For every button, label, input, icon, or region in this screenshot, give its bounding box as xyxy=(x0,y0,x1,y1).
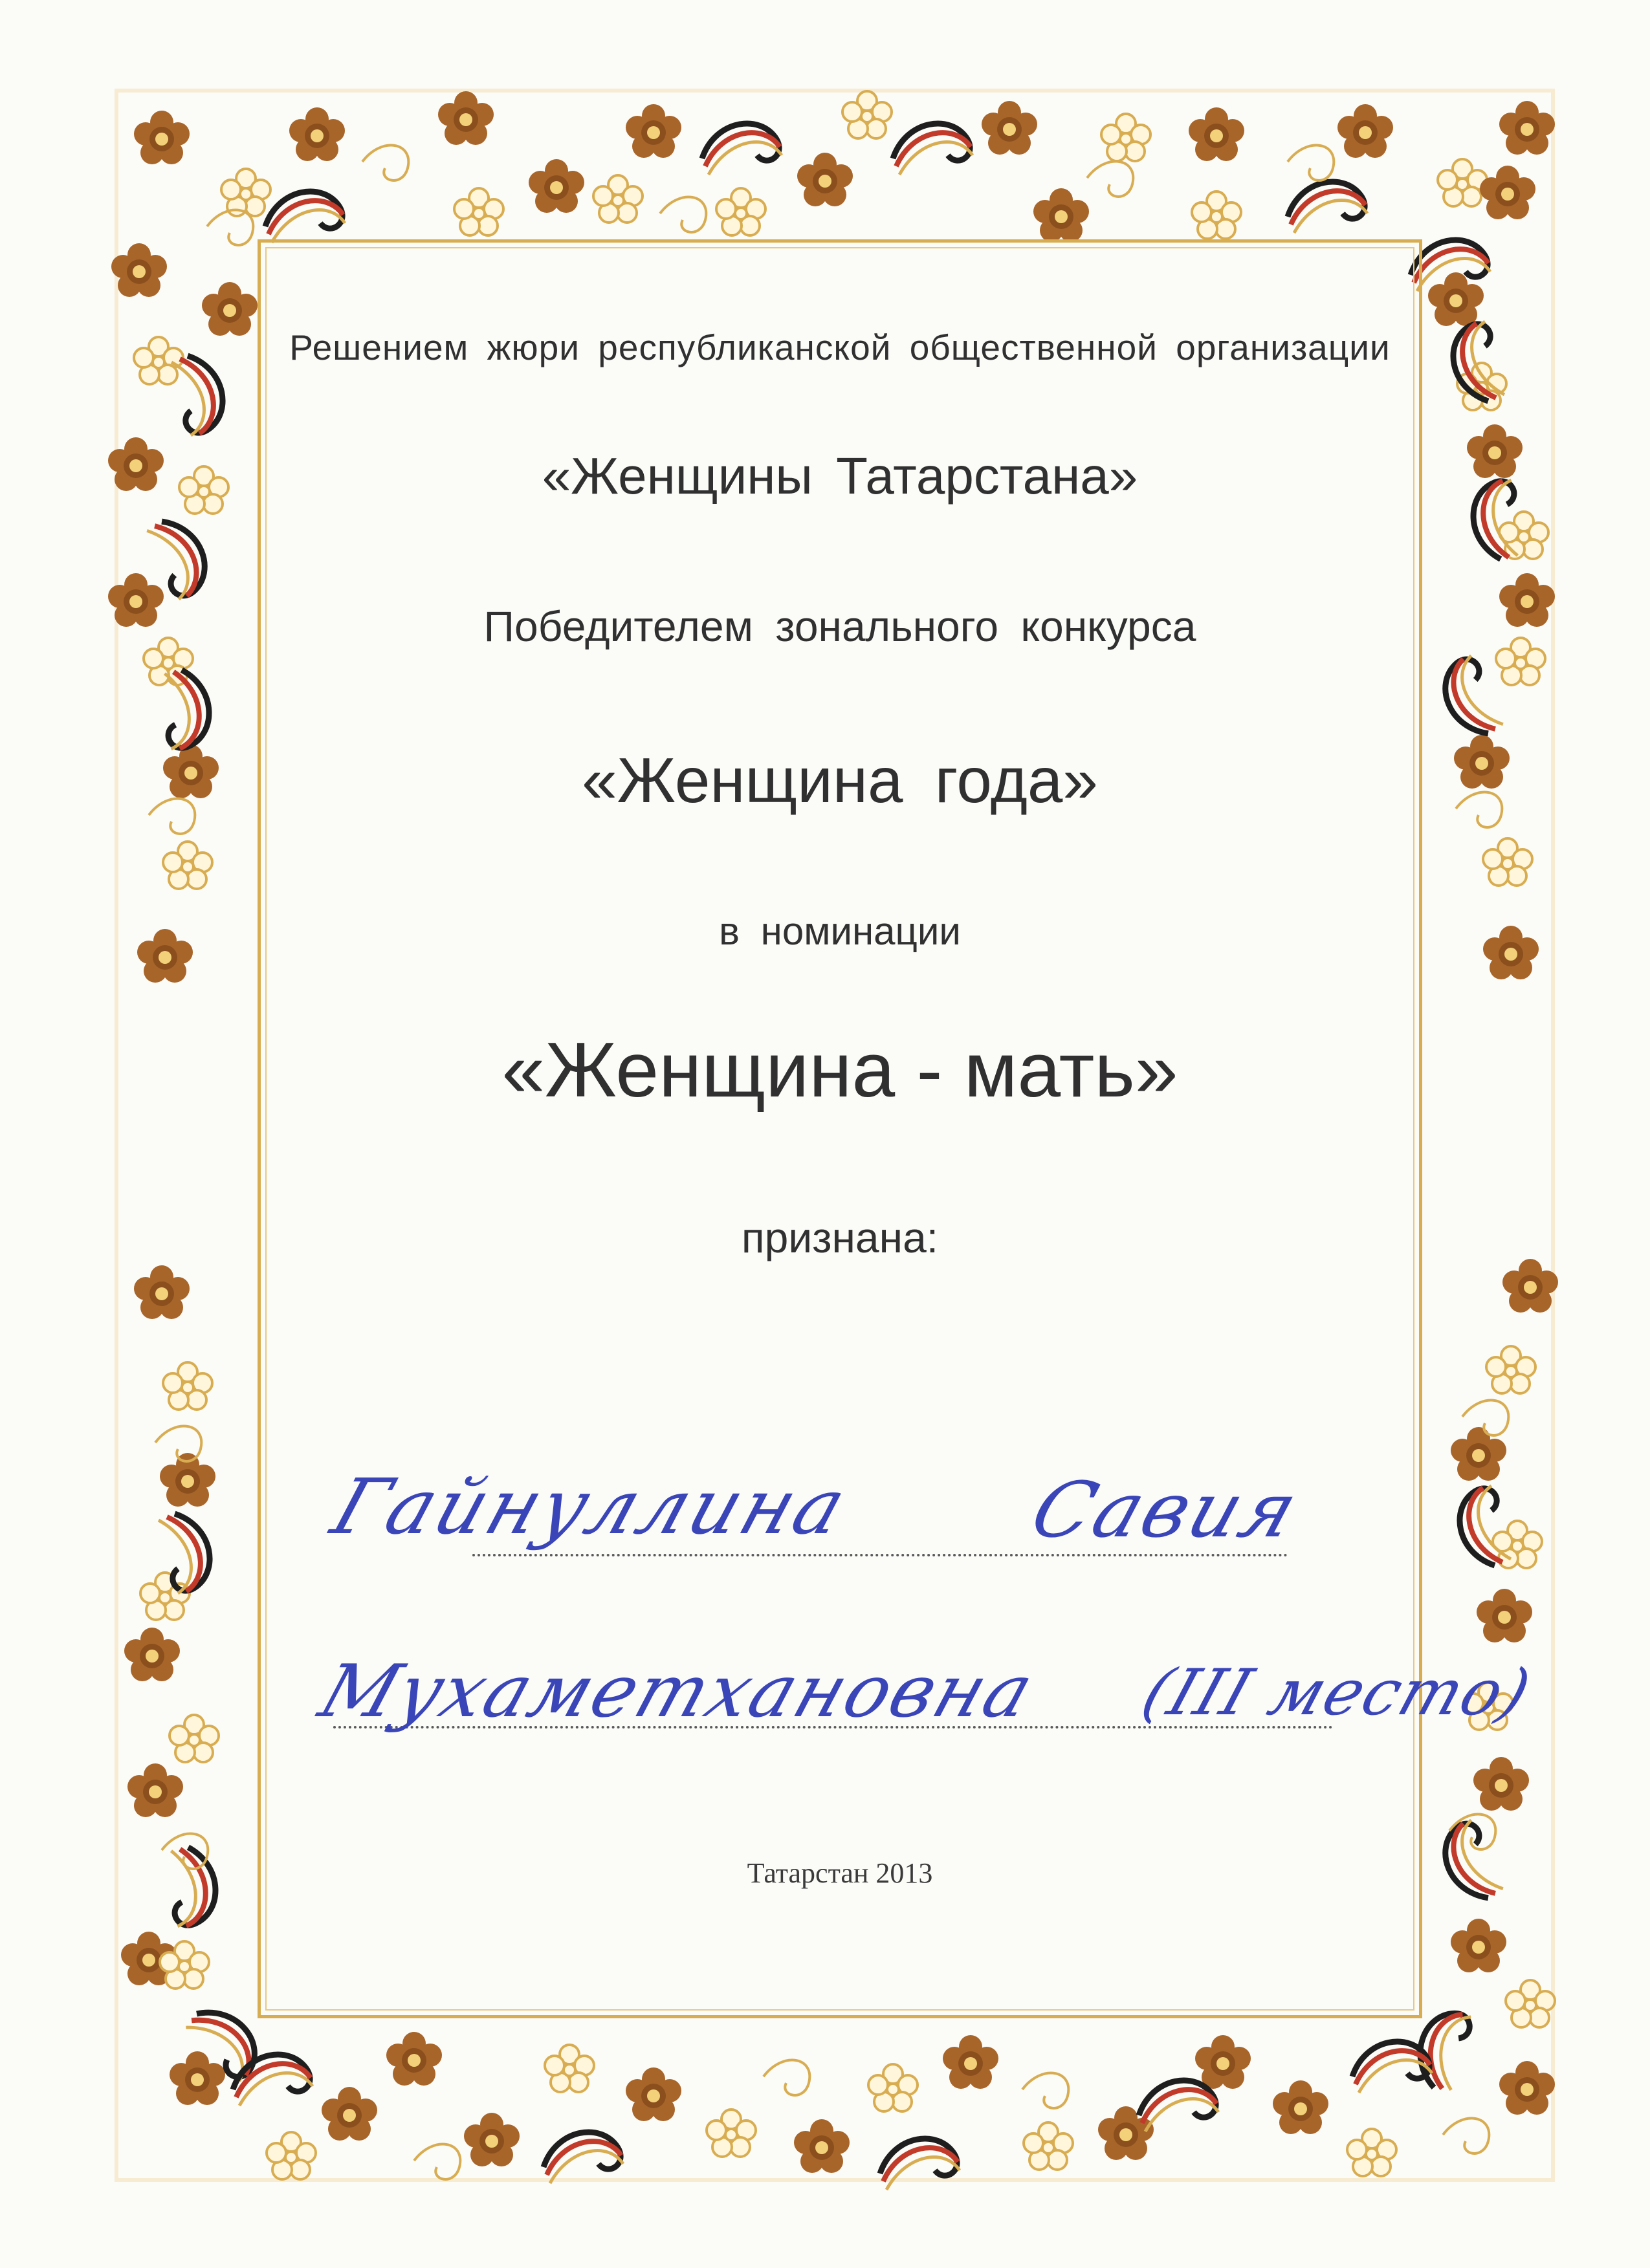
nomination-category: «Женщина - мать» xyxy=(501,1027,1178,1113)
nomination-line: в номинации xyxy=(719,910,961,953)
winner-line: Победителем зонального конкурса xyxy=(483,602,1196,650)
footer-place-year: Татарстан 2013 xyxy=(747,1857,933,1889)
organization-name: «Женщины Татарстана» xyxy=(542,447,1138,505)
recognized-label: признана: xyxy=(741,1214,939,1261)
handwritten-first-name: Савия xyxy=(1020,1465,1311,1554)
handwritten-surname: Гайнуллина xyxy=(322,1462,859,1551)
handwritten-patronymic: Мухаметхановна xyxy=(309,1650,1045,1734)
inner-gold-frame xyxy=(258,239,1422,2018)
handwritten-place: (III место) xyxy=(1133,1656,1541,1730)
jury-decision-line: Решением жюри республиканской общественной организации xyxy=(289,327,1391,367)
contest-title: «Женщина года» xyxy=(582,745,1098,816)
